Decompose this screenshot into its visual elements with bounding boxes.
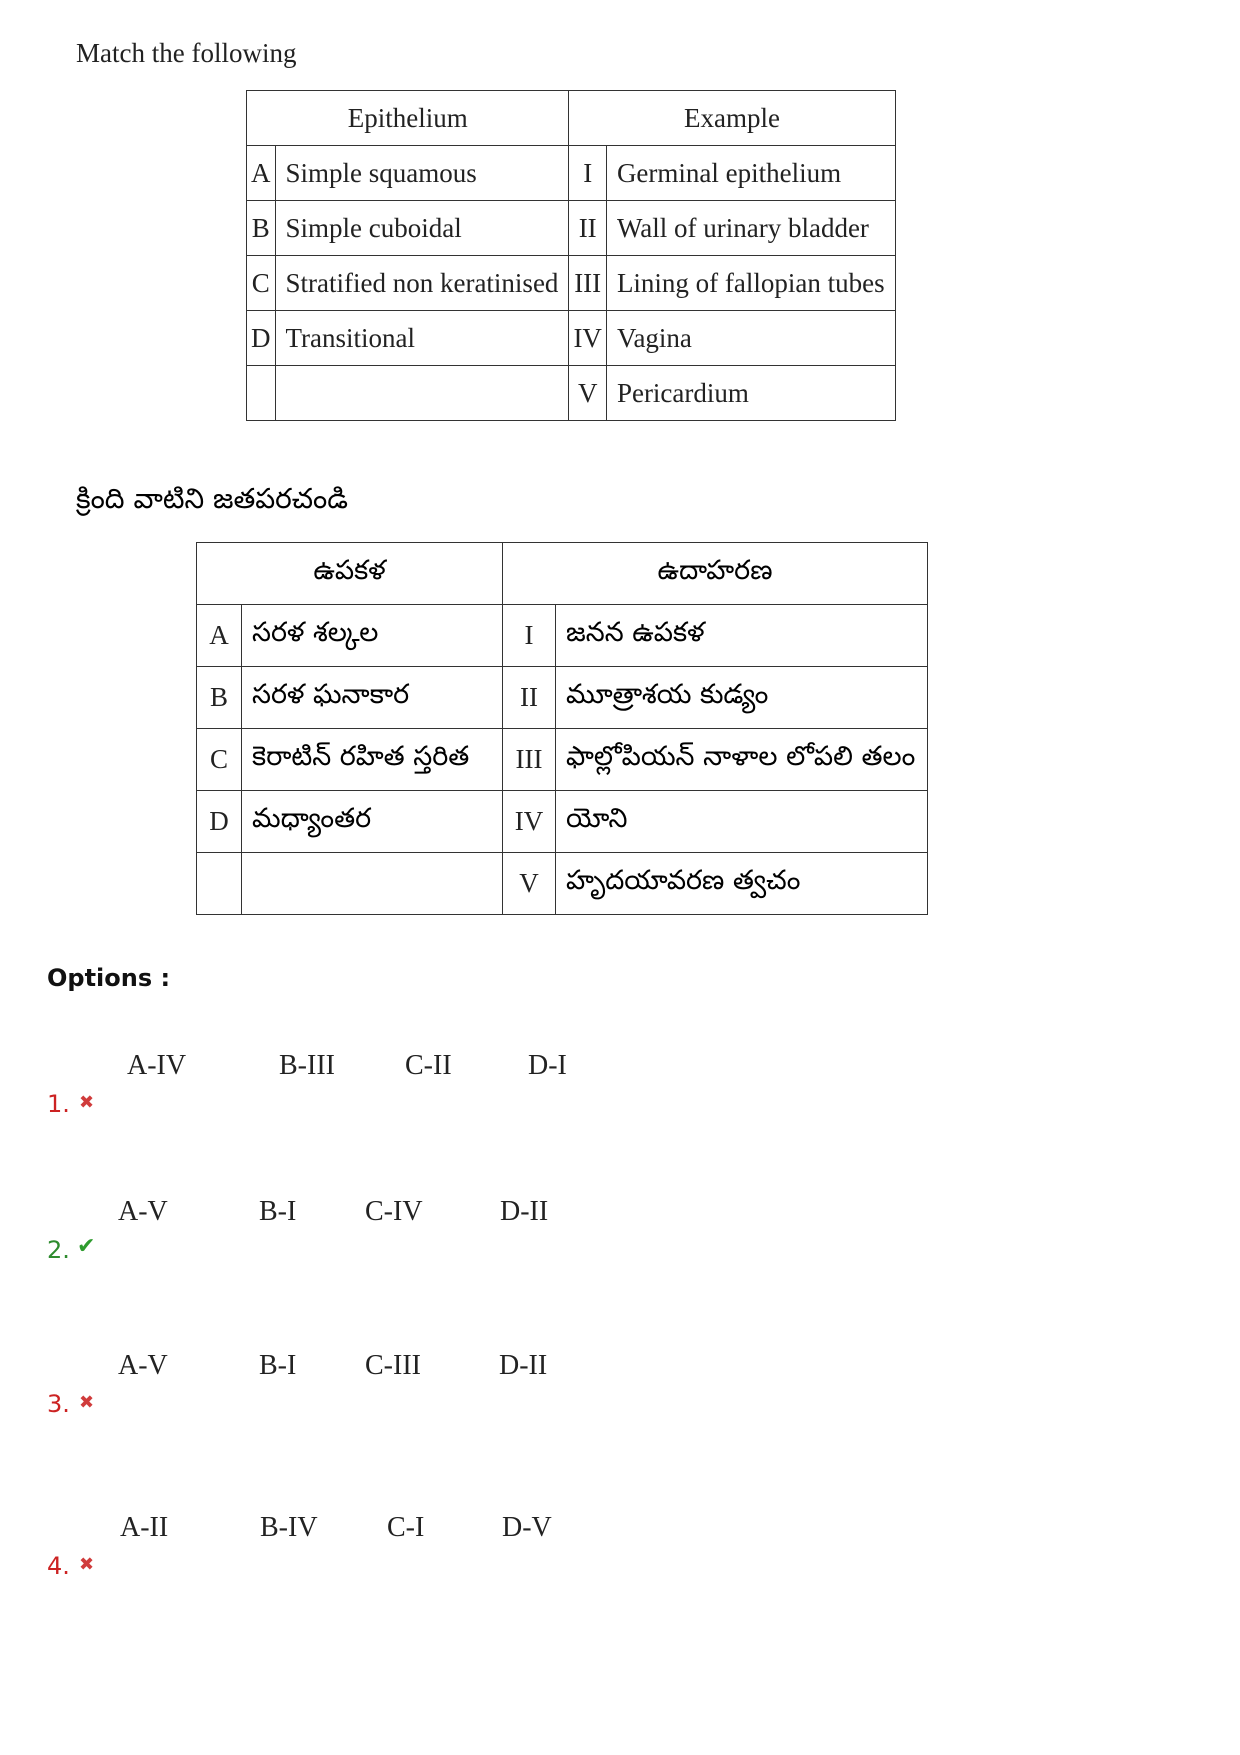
option-1[interactable] bbox=[47, 1050, 747, 1130]
item-text: కెరాటిన్ రహిత స్తరిత bbox=[242, 729, 503, 791]
item-code: C bbox=[247, 256, 276, 311]
option-number: 2. bbox=[47, 1236, 70, 1264]
options-label: Options : bbox=[47, 964, 171, 992]
example-code: V bbox=[569, 366, 607, 421]
option-pair: C-III bbox=[365, 1350, 421, 1381]
cross-icon: ✖ bbox=[79, 1392, 95, 1413]
cross-icon: ✖ bbox=[79, 1554, 95, 1575]
table-row bbox=[247, 256, 896, 311]
item-text bbox=[275, 366, 569, 421]
option-pair: C-IV bbox=[365, 1196, 423, 1227]
table-row bbox=[247, 201, 896, 256]
item-text: Simple squamous bbox=[275, 146, 569, 201]
item-code: D bbox=[197, 791, 242, 853]
option-pair: C-II bbox=[405, 1050, 452, 1081]
option-number: 3. bbox=[47, 1390, 70, 1418]
table-row bbox=[247, 366, 896, 421]
item-text: Stratified non keratinised bbox=[275, 256, 569, 311]
item-code bbox=[197, 853, 242, 915]
example-code: I bbox=[503, 605, 556, 667]
match-table-telugu bbox=[196, 542, 928, 915]
column-header-udaharana: ఉదాహరణ bbox=[503, 543, 928, 605]
option-pair: B-IV bbox=[260, 1512, 318, 1543]
example-text: Wall of urinary bladder bbox=[606, 201, 895, 256]
option-pair: D-I bbox=[528, 1050, 567, 1081]
example-code: II bbox=[503, 667, 556, 729]
table-row bbox=[197, 791, 928, 853]
cross-icon: ✖ bbox=[79, 1092, 95, 1113]
item-code: A bbox=[197, 605, 242, 667]
check-icon: ✔ bbox=[77, 1234, 96, 1259]
option-2[interactable] bbox=[47, 1196, 747, 1276]
option-pair: A-IV bbox=[127, 1050, 187, 1081]
example-code: III bbox=[569, 256, 607, 311]
item-text bbox=[242, 853, 503, 915]
example-text: యోని bbox=[556, 791, 928, 853]
example-code: IV bbox=[569, 311, 607, 366]
table-row bbox=[247, 311, 896, 366]
example-code: II bbox=[569, 201, 607, 256]
option-pair: B-I bbox=[259, 1196, 297, 1227]
item-text: సరళ శల్కల bbox=[242, 605, 503, 667]
example-text: జనన ఉపకళ bbox=[556, 605, 928, 667]
instruction-telugu: క్రింది వాటిని జతపరచండి bbox=[76, 482, 348, 515]
example-code: I bbox=[569, 146, 607, 201]
instruction-english: Match the following bbox=[76, 38, 297, 68]
option-3[interactable] bbox=[47, 1350, 747, 1430]
item-code: A bbox=[247, 146, 276, 201]
example-text: Germinal epithelium bbox=[606, 146, 895, 201]
table-row bbox=[197, 667, 928, 729]
match-table-english bbox=[246, 90, 896, 421]
example-text: ఫాల్లోపియన్ నాళాల లోపలి తలం bbox=[556, 729, 928, 791]
item-code: C bbox=[197, 729, 242, 791]
option-pair: B-I bbox=[259, 1350, 297, 1381]
column-header-epithelium: Epithelium bbox=[247, 91, 569, 146]
example-code: IV bbox=[503, 791, 556, 853]
item-text: మధ్యాంతర bbox=[242, 791, 503, 853]
item-code: D bbox=[247, 311, 276, 366]
option-pair: A-II bbox=[120, 1512, 169, 1543]
option-pair: D-V bbox=[502, 1512, 552, 1543]
option-pair: D-II bbox=[500, 1196, 549, 1227]
example-text: Lining of fallopian tubes bbox=[606, 256, 895, 311]
table-row bbox=[197, 729, 928, 791]
example-text: మూత్రాశయ కుడ్యం bbox=[556, 667, 928, 729]
column-header-example: Example bbox=[569, 91, 895, 146]
option-4[interactable] bbox=[47, 1512, 747, 1592]
option-pair: C-I bbox=[387, 1512, 425, 1543]
table-row bbox=[197, 605, 928, 667]
example-text: Pericardium bbox=[606, 366, 895, 421]
item-text: Transitional bbox=[275, 311, 569, 366]
example-code: V bbox=[503, 853, 556, 915]
item-code bbox=[247, 366, 276, 421]
option-pair: A-V bbox=[118, 1350, 168, 1381]
item-code: B bbox=[247, 201, 276, 256]
option-pair: D-II bbox=[499, 1350, 548, 1381]
option-pair: A-V bbox=[118, 1196, 168, 1227]
option-number: 1. bbox=[47, 1090, 70, 1118]
column-header-upakala: ఉపకళ bbox=[197, 543, 503, 605]
example-text: హృదయావరణ త్వచం bbox=[556, 853, 928, 915]
option-pair: B-III bbox=[279, 1050, 335, 1081]
table-row bbox=[247, 146, 896, 201]
item-text: Simple cuboidal bbox=[275, 201, 569, 256]
item-text: సరళ ఘనాకార bbox=[242, 667, 503, 729]
option-number: 4. bbox=[47, 1552, 70, 1580]
table-row bbox=[197, 853, 928, 915]
example-text: Vagina bbox=[606, 311, 895, 366]
example-code: III bbox=[503, 729, 556, 791]
item-code: B bbox=[197, 667, 242, 729]
